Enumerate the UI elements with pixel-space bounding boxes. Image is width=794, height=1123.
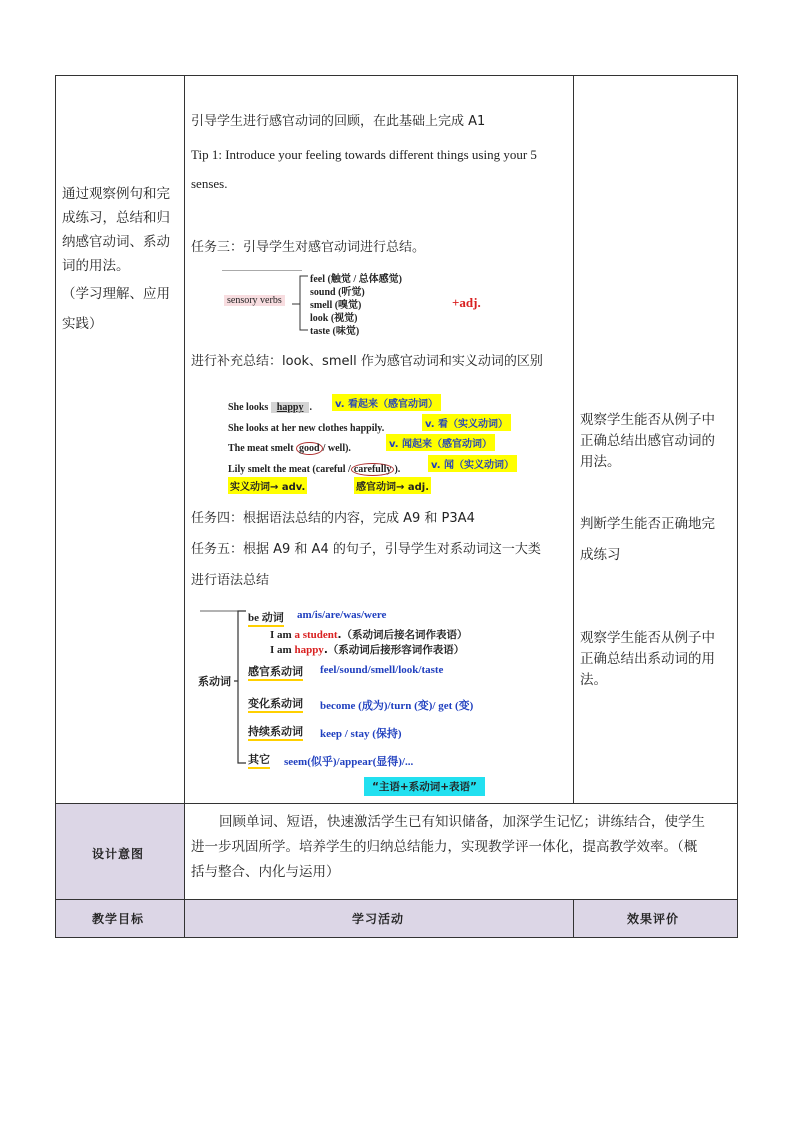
rule-left [228, 477, 307, 494]
goal-text-2: 成练习，总结和归 [62, 210, 170, 226]
sensory-adj: +adj. [452, 295, 481, 310]
be-example-2 [270, 642, 464, 657]
eval-block-2 [580, 509, 715, 571]
col-divider-1 [184, 76, 185, 937]
eval-3-line-3: 法。 [580, 672, 607, 688]
example-2-tag-text: v. 看（实义动词） [425, 419, 508, 430]
supplement-text: 进行补充总结：look、smell 作为感官动词和实义动词的区别 [191, 354, 543, 369]
goal-cell [62, 182, 182, 336]
change-label: 变化系动词 [248, 695, 303, 713]
design-text [191, 810, 731, 885]
other-forms: seem(似乎)/appear(显得)/... [284, 756, 414, 768]
eval-2-line-1: 判断学生能否正确地完 [580, 516, 715, 532]
example-1-post: . [309, 402, 312, 413]
goal-text-6: 实践） [62, 316, 103, 332]
formula-text: “主语+系动词+表语” [372, 781, 477, 793]
linking-diagram [196, 605, 526, 800]
footer-divider-1 [184, 900, 185, 937]
eval-1-line-3: 用法。 [580, 454, 621, 470]
eval-1-line-2: 正确总结出感官动词的 [580, 433, 715, 449]
task5-line-2: 进行语法总结 [191, 573, 270, 588]
example-1-tag-text: v. 看起来（感官动词） [335, 399, 438, 410]
example-3 [228, 436, 351, 455]
keep-label: 持续系动词 [248, 723, 303, 741]
goal-text-1: 通过观察例句和完 [62, 186, 170, 202]
goal-text-5: （学习理解、应用 [62, 286, 170, 302]
example-2-tag [422, 414, 511, 431]
eval-block-1 [580, 410, 715, 473]
example-2 [228, 416, 384, 435]
example-1-word: happy [271, 402, 310, 413]
example-3-tag [386, 434, 495, 451]
sensory-item-feel: feel (触觉 / 总体感觉) [310, 274, 402, 285]
sensory-item-sound: sound (听觉) [310, 287, 365, 298]
be-example-2-word: happy [294, 644, 324, 656]
example-4-pre: Lily smelt the meat (careful / [228, 464, 351, 475]
example-3-pre: The meat smelt [228, 443, 297, 454]
design-line-3: 括与整合、内化与运用） [191, 864, 340, 880]
rule-left-text: 实义动词→ adv. [230, 482, 306, 493]
intro-text: 引导学生进行感官动词的回顾，在此基础上完成 A1 [191, 114, 486, 129]
eval-2-line-2: 成练习 [580, 547, 621, 563]
design-line-1: 回顾单词、短语，快速激活学生已有知识储备，加深学生记忆；讲练结合，使学生 [219, 814, 705, 830]
be-example-1-word: a student [294, 629, 338, 641]
be-example-1 [270, 627, 468, 642]
footer-col-goals: 教学目标 [92, 912, 145, 926]
sensory-diagram [222, 264, 522, 340]
example-4-tag [428, 455, 517, 472]
eval-1-line-1: 观察学生能否从例子中 [580, 412, 715, 428]
sensory-item-look: look (视觉) [310, 313, 358, 324]
footer-col-activities: 学习活动 [352, 912, 405, 926]
example-2-pre: She looks at her new clothes happily. [228, 423, 385, 434]
footer-col-evaluation: 效果评价 [627, 912, 680, 926]
task3-text: 任务三：引导学生对感官动词进行总结。 [191, 240, 426, 255]
example-1 [228, 395, 312, 414]
other-label: 其它 [248, 751, 270, 769]
sense-label: 感官系动词 [248, 663, 303, 681]
design-label: 设计意图 [92, 847, 145, 861]
change-forms: become (成为)/turn (变)/ get (变) [320, 700, 474, 712]
example-3-post: / well). [322, 443, 351, 454]
tip-line-2: senses. [191, 176, 228, 191]
example-3-tag-text: v. 闻起来（感官动词） [389, 439, 492, 450]
linking-root: 系动词 [198, 675, 231, 688]
example-1-tag [332, 394, 441, 411]
be-example-2-pre: I am [270, 644, 295, 656]
task5-line-1: 任务五：根据 A9 和 A4 的句子，引导学生对系动词这一大类 [191, 542, 541, 557]
be-label: be 动词 [248, 609, 284, 627]
be-example-2-note: .（系动词后接形容词作表语） [323, 644, 465, 656]
be-example-1-pre: I am [270, 629, 295, 641]
rule-right [354, 477, 431, 494]
formula-box [364, 777, 485, 796]
example-4-tag-text: v. 闻（实义动词） [431, 460, 514, 471]
goal-text-4: 词的用法。 [62, 258, 130, 274]
be-forms: am/is/are/was/were [297, 609, 387, 621]
tip-line-1: Tip 1: Introduce your feeling towards different things using your 5 [191, 147, 537, 162]
design-line-2: 进一步巩固所学。培养学生的归纳总结能力，实现教学评一体化，提高教学效率。（概 [191, 839, 698, 855]
eval-3-line-1: 观察学生能否从例子中 [580, 630, 715, 646]
goal-text-3: 纳感官动词、系动 [62, 234, 170, 250]
example-1-pre: She looks [228, 402, 271, 413]
rule-right-text: 感官动词→ adj. [356, 482, 429, 493]
example-3-word: good [296, 442, 323, 455]
example-4 [228, 457, 400, 476]
sensory-item-smell: smell (嗅觉) [310, 300, 362, 311]
example-4-post: ). [394, 464, 401, 475]
eval-3-line-2: 正确总结出系动词的用 [580, 651, 715, 667]
col-divider-2 [573, 76, 574, 803]
sensory-bracket [290, 268, 310, 338]
be-example-1-note: .（系动词后接名词作表语） [337, 629, 468, 641]
eval-block-3 [580, 628, 715, 691]
footer-divider-2 [573, 900, 574, 937]
sensory-item-taste: taste (味觉) [310, 326, 360, 337]
sensory-label: sensory verbs [224, 295, 285, 306]
sense-forms: feel/sound/smell/look/taste [320, 664, 444, 676]
keep-forms: keep / stay (保持) [320, 728, 402, 740]
task4-text: 任务四：根据语法总结的内容，完成 A9 和 P3A4 [191, 511, 475, 526]
example-4-word: carefully [351, 463, 395, 476]
